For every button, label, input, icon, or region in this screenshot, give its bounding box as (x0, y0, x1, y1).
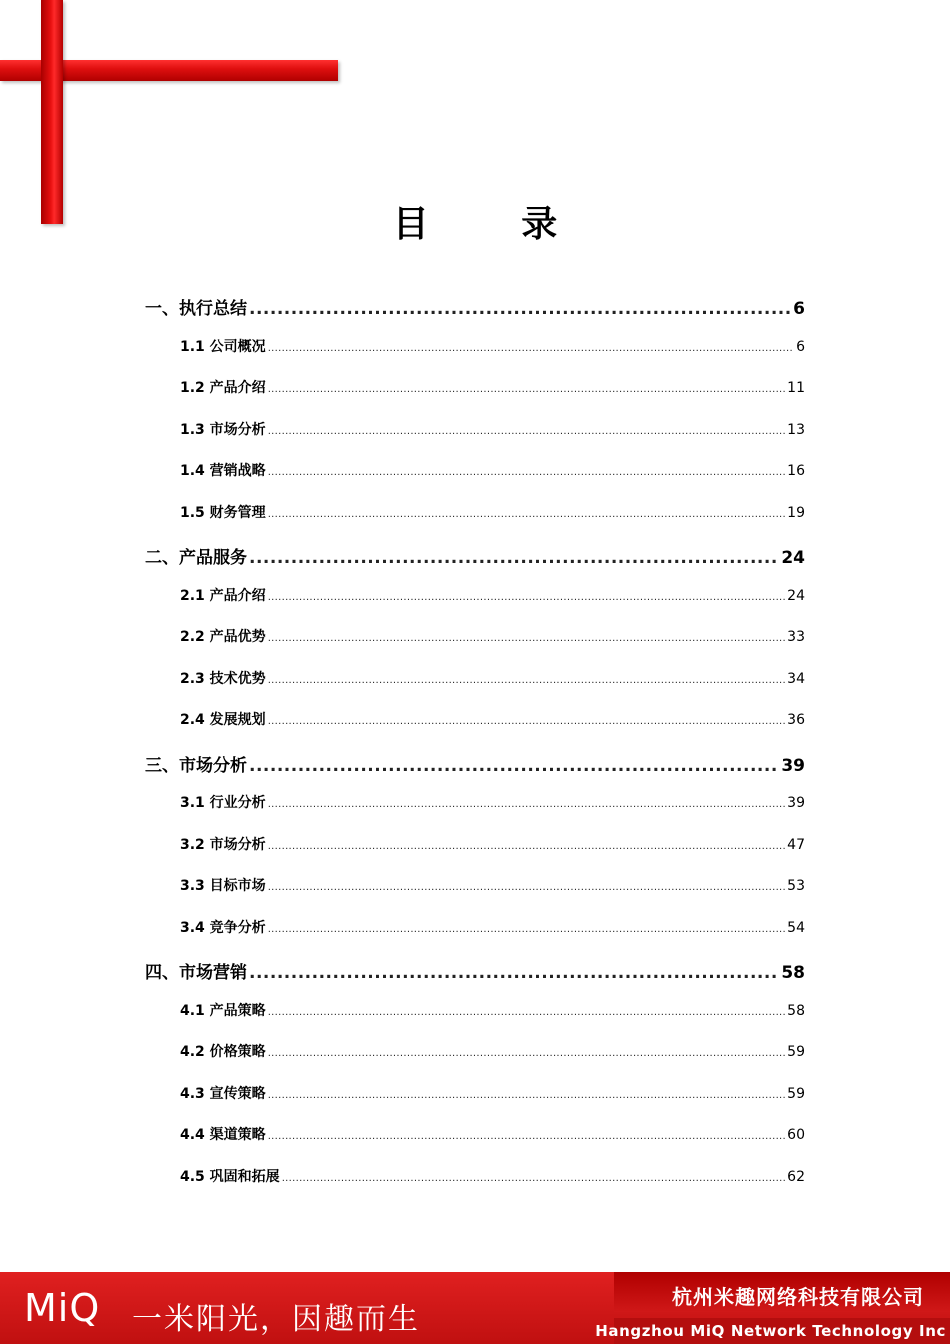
toc-page-number: 34 (787, 671, 805, 687)
company-logo: MiQ (24, 1286, 101, 1330)
toc-entry-label: 4.1 产品策略 (180, 1003, 266, 1019)
toc-entry-label: 1.2 产品介绍 (180, 380, 266, 396)
toc-dot-leader (268, 592, 785, 603)
toc-page-number: 60 (787, 1127, 805, 1143)
toc-dot-leader (268, 675, 785, 686)
toc-dot-leader (268, 1007, 785, 1018)
toc-entry-label: 2.1 产品介绍 (180, 588, 266, 604)
page-title: 目 录 (392, 204, 598, 245)
toc-dot-leader (268, 633, 785, 644)
toc-entry-label: 四、市场营销 (145, 963, 247, 983)
toc-dot-leader (268, 799, 785, 810)
toc-page-number: 53 (787, 878, 805, 894)
toc-section-entry[interactable] (180, 336, 805, 360)
toc-dot-leader (249, 963, 779, 983)
toc-section-entry[interactable] (180, 834, 805, 858)
toc-page-number: 6 (793, 299, 805, 319)
toc-entry-label: 二、产品服务 (145, 548, 247, 568)
toc-section-entry[interactable] (180, 1124, 805, 1148)
toc-section-entry[interactable] (180, 377, 805, 401)
toc-entry-label: 1.4 营销战略 (180, 463, 266, 479)
toc-entry-label: 4.5 巩固和拓展 (180, 1169, 280, 1185)
toc-dot-leader (268, 716, 785, 727)
toc-page-number: 58 (787, 1003, 805, 1019)
footer-banner (0, 1272, 950, 1344)
toc-section-entry[interactable] (180, 709, 805, 733)
toc-page-number: 19 (787, 505, 805, 521)
toc-dot-leader (249, 756, 779, 776)
toc-dot-leader (268, 1090, 785, 1101)
toc-page-number: 39 (781, 756, 805, 776)
toc-page-number: 47 (787, 837, 805, 853)
toc-entry-label: 3.1 行业分析 (180, 795, 266, 811)
toc-page-number: 62 (787, 1169, 805, 1185)
toc-entry-label: 4.4 渠道策略 (180, 1127, 266, 1143)
toc-section-entry[interactable] (180, 917, 805, 941)
toc-section-entry[interactable] (180, 668, 805, 692)
toc-section-entry[interactable] (180, 875, 805, 899)
toc-dot-leader (268, 426, 785, 437)
toc-chapter-entry[interactable] (145, 958, 805, 982)
decorative-red-vertical-bar (41, 0, 63, 224)
toc-page-number: 24 (787, 588, 805, 604)
toc-section-entry[interactable] (180, 1166, 805, 1190)
toc-entry-label: 1.3 市场分析 (180, 422, 266, 438)
toc-dot-leader (268, 343, 794, 354)
toc-dot-leader (268, 841, 785, 852)
toc-section-entry[interactable] (180, 502, 805, 526)
toc-chapter-entry[interactable] (145, 751, 805, 775)
toc-section-entry[interactable] (180, 1041, 805, 1065)
toc-section-entry[interactable] (180, 460, 805, 484)
toc-section-entry[interactable] (180, 792, 805, 816)
toc-page-number: 6 (796, 339, 805, 355)
toc-entry-label: 2.3 技术优势 (180, 671, 266, 687)
toc-dot-leader (268, 1131, 785, 1142)
toc-entry-label: 三、市场分析 (145, 756, 247, 776)
toc-dot-leader (268, 882, 785, 893)
toc-entry-label: 4.3 宣传策略 (180, 1086, 266, 1102)
toc-dot-leader (268, 509, 785, 520)
toc-entry-label: 3.3 目标市场 (180, 878, 266, 894)
toc-page-number: 58 (781, 963, 805, 983)
toc-entry-label: 2.2 产品优势 (180, 629, 266, 645)
toc-chapter-entry[interactable] (145, 543, 805, 567)
toc-section-entry[interactable] (180, 1000, 805, 1024)
toc-dot-leader (268, 924, 785, 935)
toc-page-number: 33 (787, 629, 805, 645)
toc-section-entry[interactable] (180, 419, 805, 443)
toc-dot-leader (249, 548, 779, 568)
toc-entry-label: 4.2 价格策略 (180, 1044, 266, 1060)
company-name-cn: 杭州米趣网络科技有限公司 (672, 1285, 924, 1309)
toc-page-number: 11 (787, 380, 805, 396)
toc-page-number: 13 (787, 422, 805, 438)
toc-page-number: 59 (787, 1086, 805, 1102)
toc-dot-leader (268, 1048, 785, 1059)
toc-section-entry[interactable] (180, 1083, 805, 1107)
toc-dot-leader (268, 467, 785, 478)
toc-page-number: 39 (787, 795, 805, 811)
toc-dot-leader (268, 384, 785, 395)
toc-chapter-entry[interactable] (145, 294, 805, 318)
toc-entry-label: 1.1 公司概况 (180, 339, 266, 355)
toc-page-number: 24 (781, 548, 805, 568)
toc-dot-leader (282, 1173, 785, 1184)
toc-page-number: 54 (787, 920, 805, 936)
toc-entry-label: 2.4 发展规划 (180, 712, 266, 728)
toc-entry-label: 3.4 竞争分析 (180, 920, 266, 936)
toc-page-number: 36 (787, 712, 805, 728)
toc-section-entry[interactable] (180, 585, 805, 609)
footer-slogan: 一米阳光，因趣而生 (132, 1302, 420, 1337)
toc-entry-label: 1.5 财务管理 (180, 505, 266, 521)
toc-page-number: 16 (787, 463, 805, 479)
toc-entry-label: 一、执行总结 (145, 299, 247, 319)
toc-section-entry[interactable] (180, 626, 805, 650)
toc-dot-leader (249, 299, 791, 319)
toc-entry-label: 3.2 市场分析 (180, 837, 266, 853)
toc-page-number: 59 (787, 1044, 805, 1060)
company-name-en: Hangzhou MiQ Network Technology Inc (595, 1322, 946, 1340)
